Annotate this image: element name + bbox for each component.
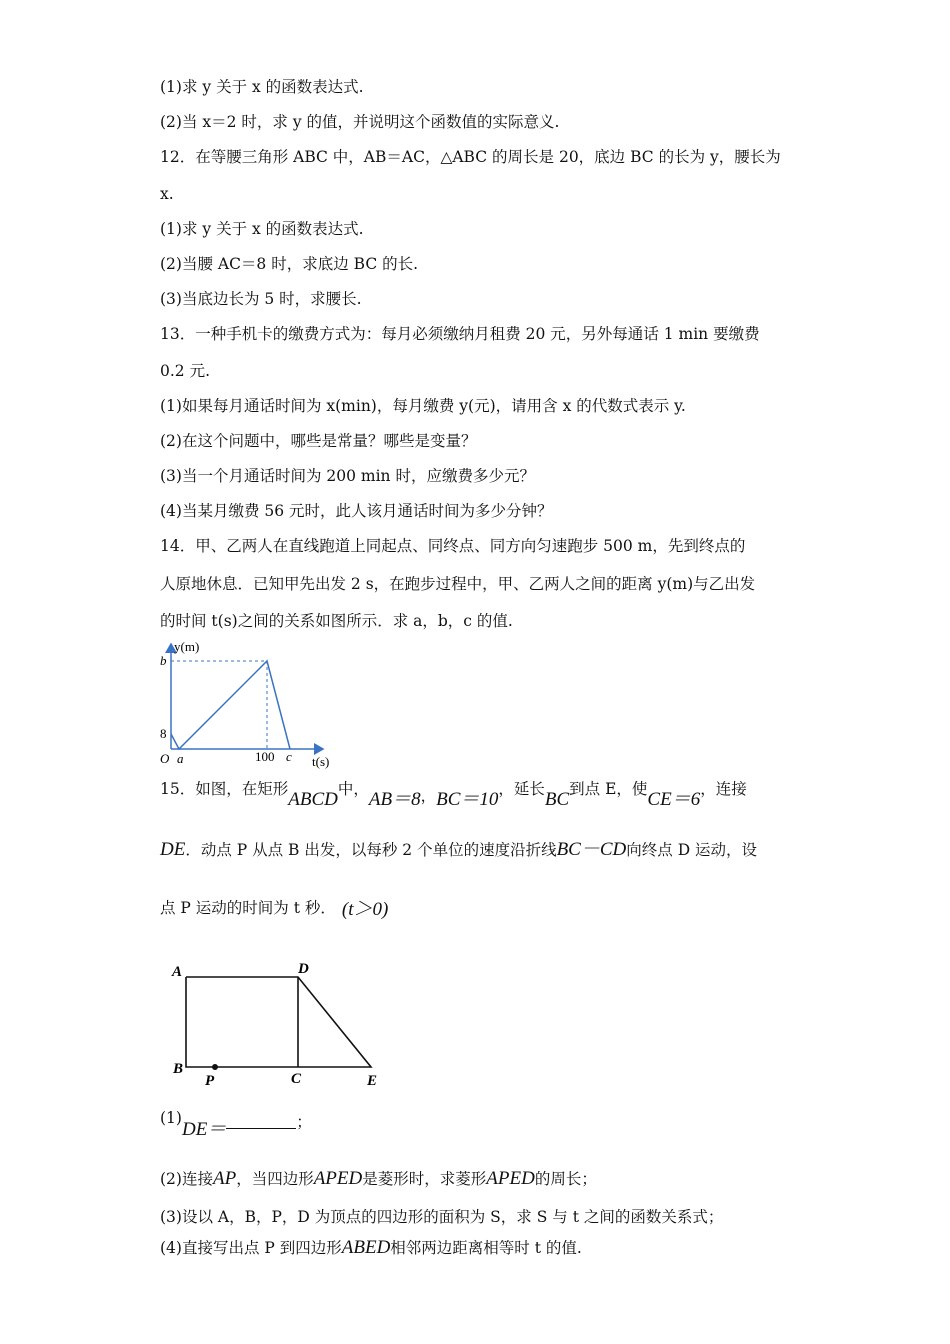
q15-s1-d: ，延长 (498, 780, 545, 798)
q15-stem-line1 (160, 782, 747, 812)
q13-stem-line1: 13．一种手机卡的缴费方式为：每月必须缴纳月租费 20 元，另外每通话 1 min 要缴费 (160, 325, 760, 343)
q15-math-ab: AB＝8 (368, 789, 421, 810)
q15-part4 (160, 1238, 582, 1262)
q12-stem-line1: 12．在等腰三角形 ABC 中，AB＝AC，△ABC 的周长是 20，底边 BC 的长为 y，腰长为 (160, 148, 781, 166)
q15-p1-math-de: DE＝ (181, 1119, 227, 1140)
q15-p2-c: 是菱形时，求菱形 (362, 1170, 487, 1188)
graph-label-b: b (160, 653, 167, 668)
q15-p4-a: (4)直接写出点 P 到四边形 (160, 1239, 342, 1257)
q15-p2-math-aped: APED (313, 1168, 363, 1189)
q15-part3: (3)设以 A，B，P，D 为顶点的四边形的面积为 S，求 S 与 t 之间的函数关系式； (160, 1208, 724, 1226)
q14-stem-line1: 14．甲、乙两人在直线跑道上同起点、同终点、同方向匀速跑步 500 m，先到终点的 (160, 537, 746, 555)
q13-part4: (4)当某月缴费 56 元时，此人该月通话时间为多少分钟？ (160, 502, 553, 520)
q15-p4-math-abed: ABED (341, 1237, 391, 1258)
q15-math-abcd: ABCD (288, 789, 338, 810)
figure-label-d: D (298, 961, 309, 977)
q12-part3: (3)当底边长为 5 时，求腰长. (160, 290, 362, 308)
graph-y-label: y(m) (174, 639, 200, 654)
q15-p2-d: 的周长； (534, 1170, 597, 1188)
q15-stem-line3 (160, 898, 388, 928)
q15-s2-b: 向终点 D 运动，设 (626, 841, 758, 859)
q15-s2-a: ．动点 P 从点 B 出发，以每秒 2 个单位的速度沿折线 (185, 841, 557, 859)
q15-p4-b: 相邻两边距离相等时 t 的值. (390, 1239, 582, 1257)
q15-part2 (160, 1169, 597, 1193)
q13-part3: (3)当一个月通话时间为 200 min 时，应缴费多少元？ (160, 467, 535, 485)
q15-p1-end: ； (296, 1113, 312, 1131)
q15-part1 (160, 1109, 312, 1146)
q15-p2-a: (2)连接 (160, 1170, 213, 1188)
figure-point-p (212, 1064, 218, 1070)
q15-math-bc: BC＝10 (436, 789, 499, 810)
q11-part2: (2)当 x＝2 时，求 y 的值，并说明这个函数值的实际意义. (160, 113, 560, 131)
figure-label-c: C (291, 1071, 302, 1087)
q12-part2: (2)当腰 AC＝8 时，求底边 BC 的长. (160, 255, 419, 273)
q15-math-ce: CE＝6 (647, 789, 701, 810)
q15-s3-a: 点 P 运动的时间为 t 秒． (160, 899, 336, 917)
q11-part1: (1)求 y 关于 x 的函数表达式. (160, 78, 364, 96)
q12-part1: (1)求 y 关于 x 的函数表达式. (160, 220, 364, 238)
q13-part2: (2)在这个问题中，哪些是常量？哪些是变量？ (160, 432, 477, 450)
figure-label-b: B (173, 1061, 184, 1077)
q15-math-de: DE (160, 839, 186, 860)
q15-math-t: (t＞0) (341, 899, 389, 920)
figure-shape-outline (186, 977, 371, 1067)
figure-label-e: E (367, 1073, 378, 1089)
q15-stem-line2 (160, 840, 757, 866)
graph-label-a: a (177, 751, 184, 766)
q15-s1-a: 15．如图，在矩形 (160, 780, 289, 798)
q13-part1: (1)如果每月通话时间为 x(min)，每月缴费 y(元)，请用含 x 的代数式表示 y. (160, 397, 686, 415)
q14-stem-line3: 的时间 t(s)之间的关系如图所示．求 a，b，c 的值. (160, 612, 513, 630)
figure-label-a: A (172, 964, 183, 980)
q12-stem-line2: x. (160, 185, 174, 203)
q13-stem-line2: 0.2 元. (160, 362, 211, 380)
q14-stem-line2: 人原地休息．已知甲先出发 2 s，在跑步过程中，甲、乙两人之间的距离 y(m)与乙出发 (160, 575, 756, 593)
figure-label-p: P (205, 1073, 215, 1089)
rectangle-trapezoid-figure (165, 955, 395, 1095)
q15-p2-b: ，当四边形 (236, 1170, 314, 1188)
q15-s1-b: 中， (337, 780, 369, 798)
graph-origin-label: O (160, 751, 170, 766)
q15-s1-f: ，连接 (700, 780, 747, 798)
distance-time-graph (155, 636, 335, 772)
q15-math-bccd: BC－CD (556, 839, 627, 860)
graph-x-label: t(s) (312, 754, 330, 769)
q15-p1-num: (1) (160, 1109, 182, 1127)
q15-p2-math-aped2: APED (486, 1168, 535, 1189)
q15-s1-e: 到点 E，使 (569, 780, 648, 798)
q15-p2-math-ap: AP (212, 1168, 237, 1189)
q15-s1-c: ， (420, 787, 437, 805)
graph-label-c: c (286, 749, 292, 764)
q15-math-bc2: BC (544, 789, 570, 810)
q15-answer-blank[interactable] (226, 1128, 296, 1129)
graph-distance-line (171, 661, 290, 749)
graph-label-100: 100 (255, 749, 275, 764)
graph-label-8: 8 (160, 726, 167, 741)
